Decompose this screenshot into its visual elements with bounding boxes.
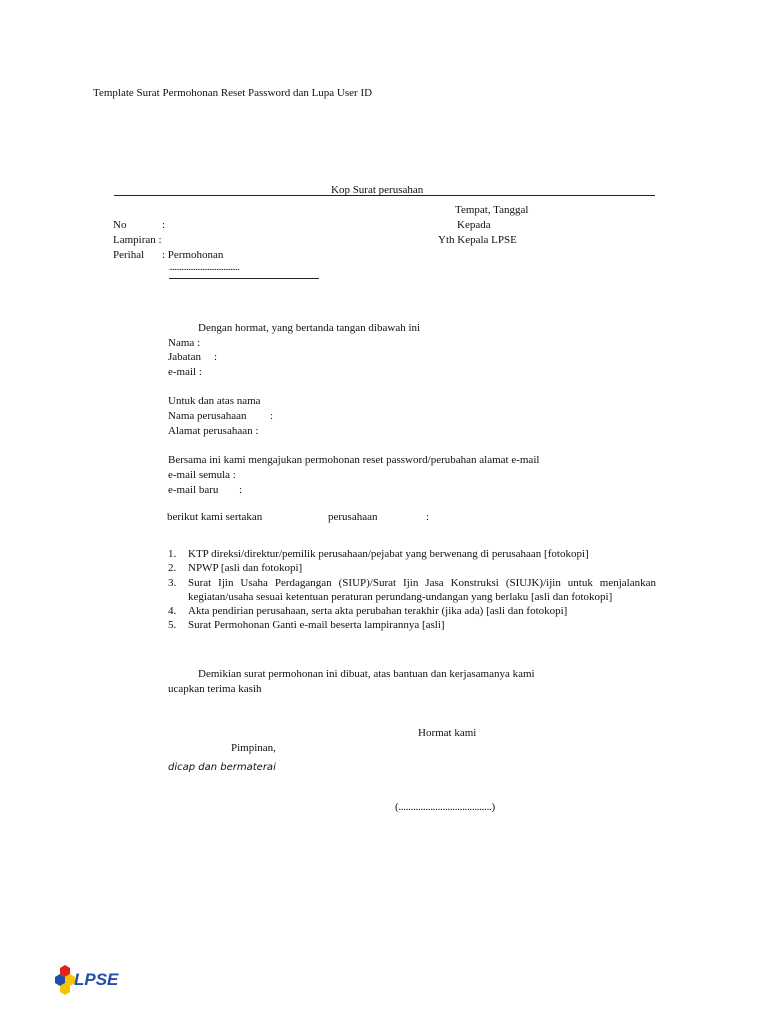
list-number: 5. [168, 619, 177, 632]
attachment-colon: : [426, 511, 430, 523]
list-text: Akta pendirian perusahaan, serta akta perubahan terakhir (jika ada) [asli dan fotokopi] [188, 605, 568, 618]
recipient-yth: Yth Kepala LPSE [438, 234, 517, 246]
list-item [168, 561, 656, 575]
signer-email: e-mail : [168, 366, 202, 378]
stamp-note: dicap dan bermaterai [168, 762, 276, 773]
list-number: 2. [168, 562, 177, 575]
list-number: 4. [168, 605, 177, 618]
attachment-label: berikut kami sertakan [167, 511, 263, 523]
list-text: Surat Ijin Usaha Perdagangan (SIUP)/Surat Ijin Jasa Konstruksi (SIUJK)/ijin untuk menjalankan kegiatan/usaha sesuai ketentuan peraturan perundang-undangan yang berlaku [asli dan fotokopi] [188, 576, 656, 603]
document-title: Template Surat Permohonan Reset Password dan Lupa User ID [93, 87, 373, 99]
meta-perihal-value: : Permohonan [162, 249, 224, 261]
signer-jabatan-colon: : [214, 351, 218, 363]
meta-dots: ........................................ [169, 262, 239, 272]
lpse-logo [52, 960, 136, 996]
meta-perihal-label: Perihal [113, 249, 145, 261]
place-date: Tempat, Tanggal [455, 204, 529, 216]
new-email-colon: : [239, 484, 243, 496]
company-name-label: Nama perusahaan [168, 410, 247, 422]
signature-name-line: (......................................) [395, 801, 495, 813]
old-email: e-mail semula : [168, 469, 236, 481]
company-name-colon: : [270, 410, 274, 422]
attachment-perusahaan: perusahaan [328, 511, 378, 523]
logo-text: LPSE [74, 970, 119, 989]
company-heading: Untuk dan atas nama [168, 395, 261, 407]
list-number: 3. [168, 576, 177, 589]
request-text: Bersama ini kami mengajukan permohonan reset password/perubahan alamat e-mail [168, 454, 540, 466]
list-text: NPWP [asli dan fotokopi] [188, 562, 303, 575]
closing-line-2: ucapkan terima kasih [168, 683, 262, 695]
hexagon-cluster-icon [55, 965, 75, 995]
meta-no-label: No [113, 219, 127, 231]
new-email-label: e-mail baru [168, 484, 219, 496]
list-text: Surat Permohonan Ganti e-mail beserta lampirannya [asli] [188, 619, 445, 632]
letterhead-label: Kop Surat perusahan [331, 184, 424, 196]
meta-no-colon: : [162, 219, 166, 231]
signer-nama: Nama : [168, 337, 201, 349]
recipient-kepada: Kepada [457, 219, 491, 231]
signer-jabatan-label: Jabatan [168, 351, 201, 363]
closing-line-1: Demikian surat permohonan ini dibuat, atas bantuan dan kerjasamanya kami [198, 668, 535, 680]
perihal-underline [169, 278, 319, 279]
list-item [168, 547, 656, 561]
greeting: Dengan hormat, yang bertanda tangan dibawah ini [198, 322, 421, 334]
list-number: 1. [168, 548, 177, 560]
pimpinan: Pimpinan, [231, 742, 276, 754]
hormat-kami: Hormat kami [418, 727, 477, 739]
list-text: KTP direksi/direktur/pemilik perusahaan/pejabat yang berwenang di perusahaan [fotokopi] [188, 548, 589, 560]
list-item [168, 576, 656, 605]
company-address: Alamat perusahaan : [168, 425, 259, 437]
list-item [168, 604, 656, 618]
requirements-list [168, 547, 656, 633]
list-item [168, 618, 656, 632]
meta-lampiran: Lampiran : [113, 234, 162, 246]
